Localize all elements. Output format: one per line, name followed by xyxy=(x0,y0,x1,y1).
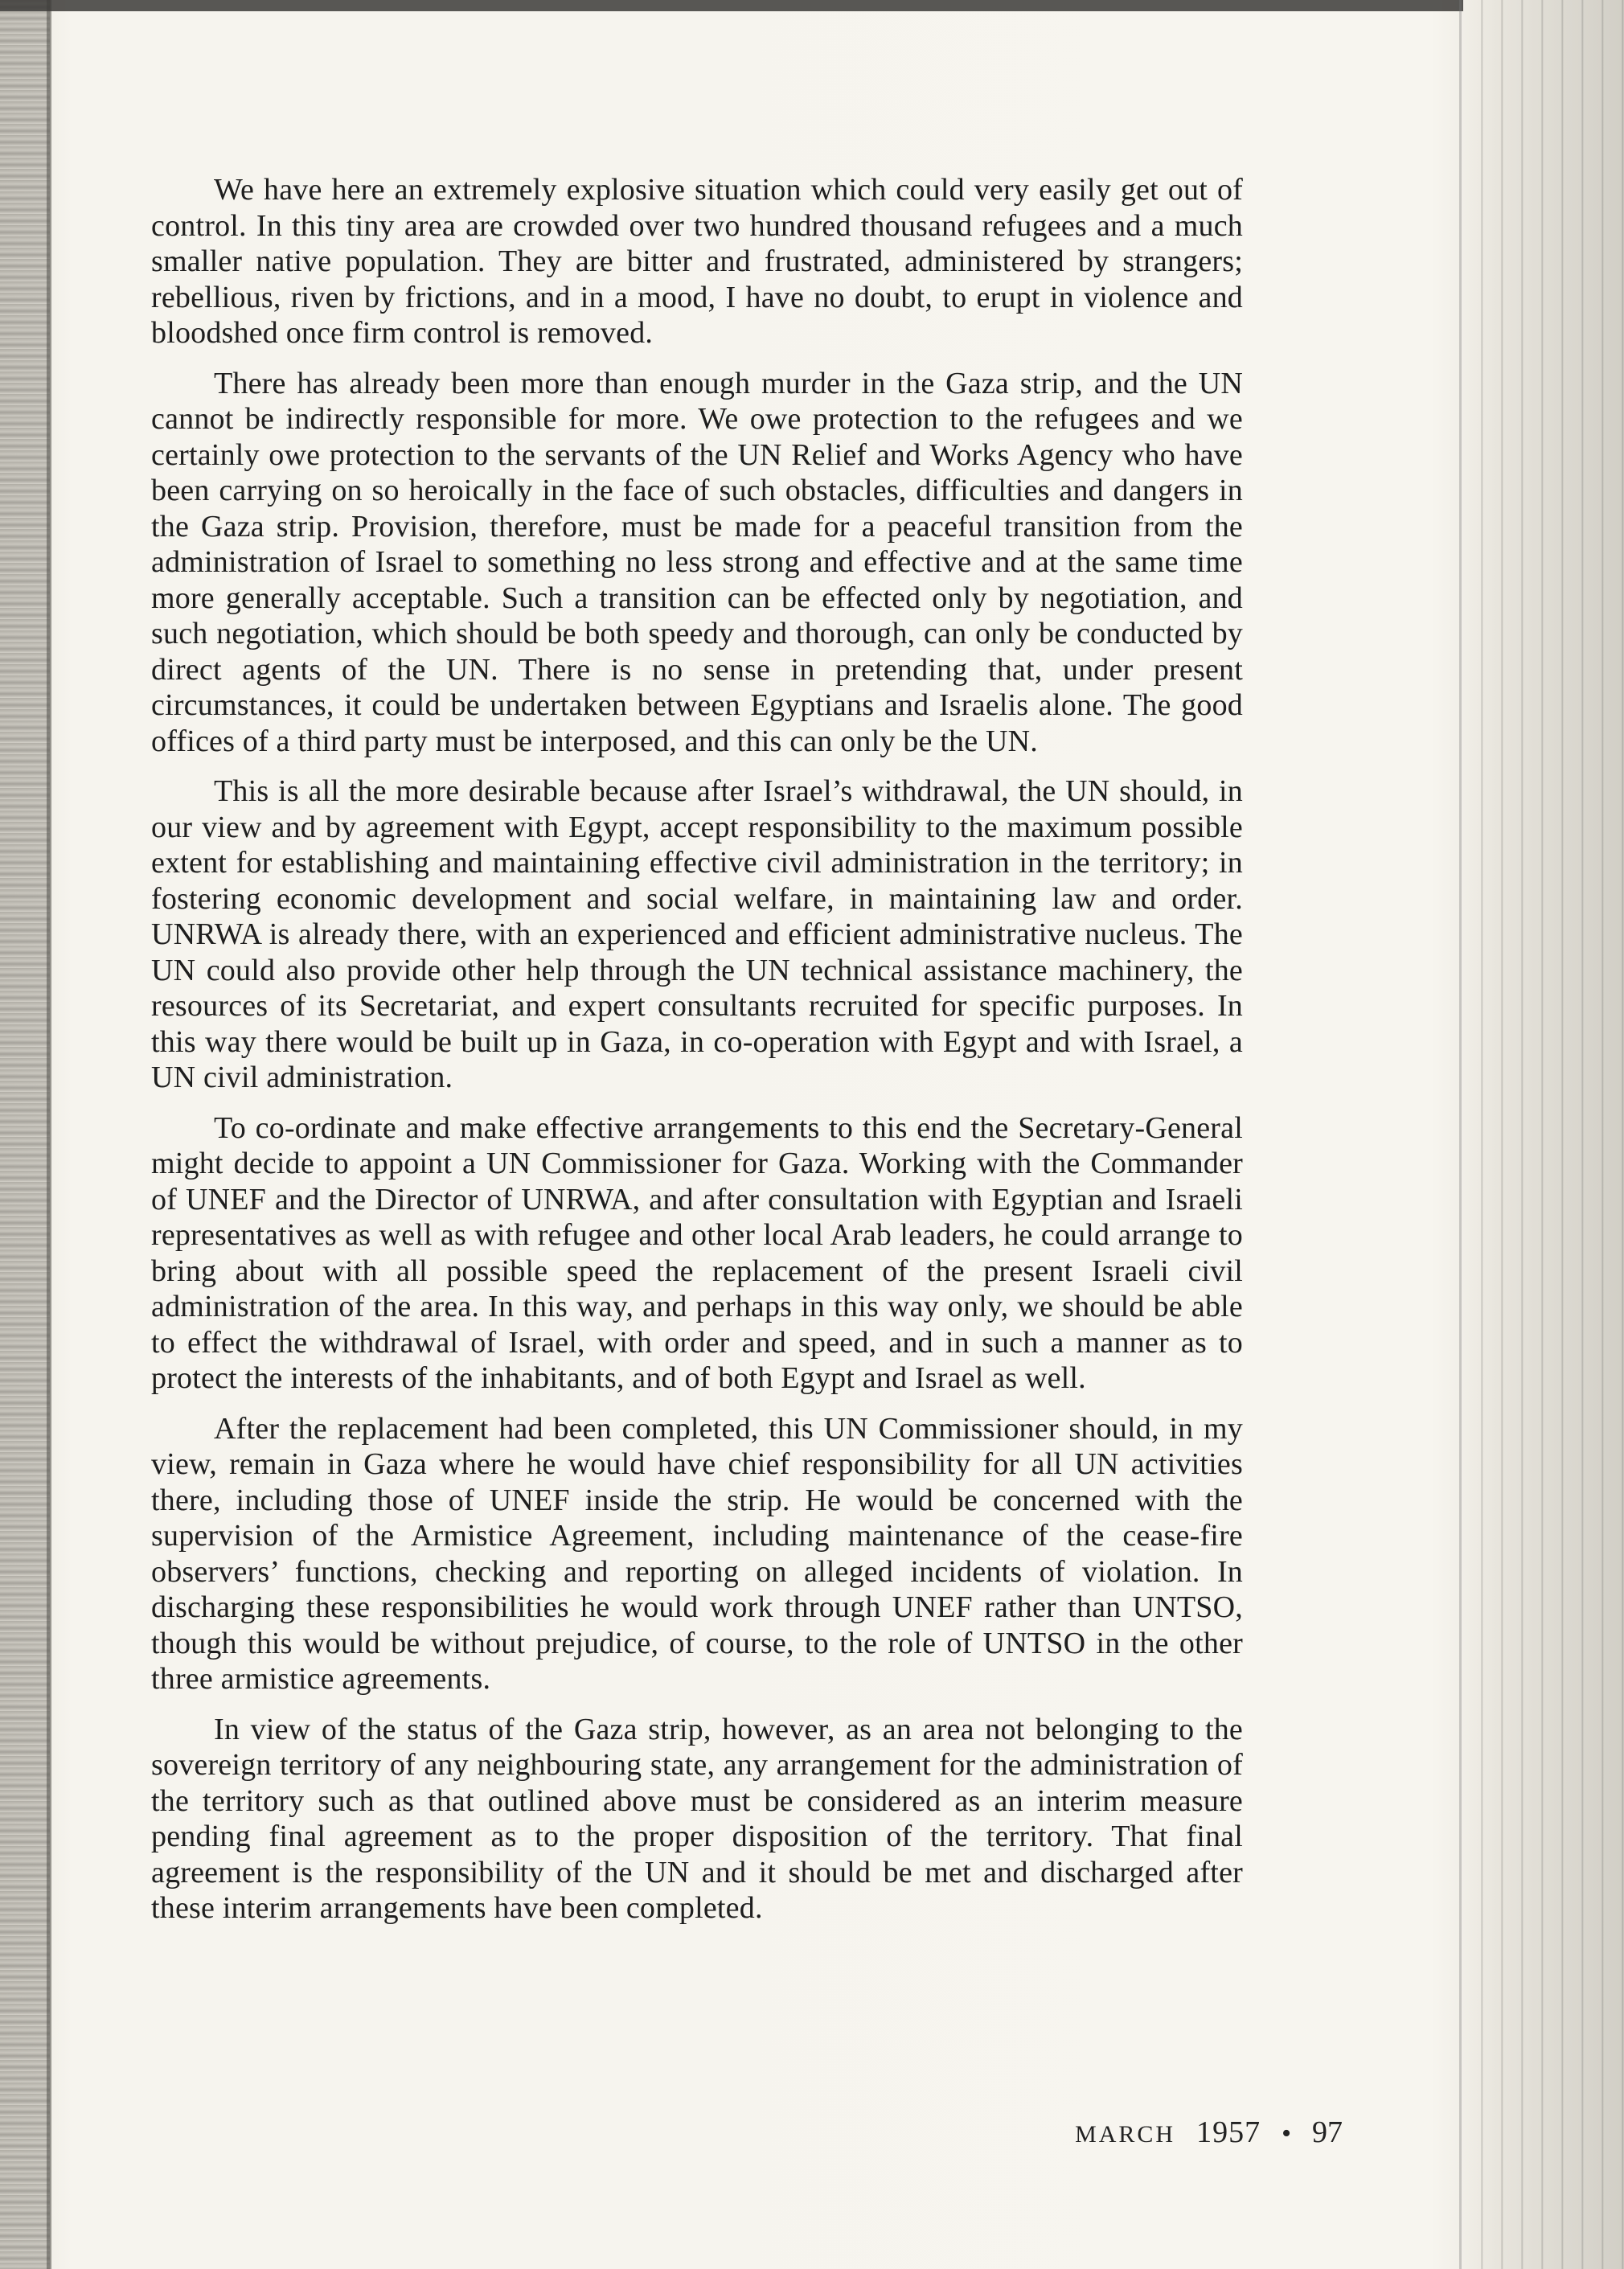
page-footer xyxy=(1005,2115,1343,2150)
article-body xyxy=(151,172,1243,1941)
paragraph-un-civil-administration: This is all the more desirable because after Israel’s withdrawal, the UN should, in our view and by agreement with Egypt, accept responsibility to the maximum possible extent for establishing and maintaining effective civil administration in the territory; in fostering economic development and social welfare, in maintaining law and order. UNRWA is already there, with an experienced and efficient administrative nucleus. The UN could also provide other help through the UN technical assistance machinery, the resources of its Secretariat, and expert consultants recruited for specific purposes. In this way there would be built up in Gaza, in co-operation with Egypt and with Israel, a UN civil administration. xyxy=(151,774,1243,1094)
right-page-edge xyxy=(1459,0,1462,2269)
issue-month: MARCH xyxy=(1075,2121,1176,2148)
paragraph-murder-in-gaza: There has already been more than enough murder in the Gaza strip, and the UN cannot be indirectly responsible for more. We owe protection to the refugees and we certainly owe protection to the servants of the UN Relief and Works Agency who have been carrying on so heroically in the face of such obstacles, difficulties and dangers in the Gaza strip. Provision, therefore, must be made for a peaceful transition from the administration of Israel to something no less strong and effective and at the same time more generally acceptable. Such a transition can be effected only by negotiation, and such negotiation, which should be both speedy and thorough, can only be conducted by direct agents of the UN. There is no sense in pretending that, under present circumstances, it could be undertaken between Egyptians and Israelis alone. The good offices of a third party must be interposed, and this can only be the UN. xyxy=(151,366,1243,758)
paragraph-un-commissioner: To co-ordinate and make effective arrangements to this end the Secretary-General might decide to appoint a UN Commissioner for Gaza. Working with the Commander of UNEF and the Director of UNRWA, and after consultation with Egyptian and Israeli representatives as well as with refugee and other local Arab leaders, he could arrange to bring about with all possible speed the replacement of the present Israeli civil administration of the area. In this way, and perhaps in this way only, we should be able to effect the withdrawal of Israel, with order and speed, and in such a manner as to protect the interests of the inhabitants, and of both Egypt and Israel as well. xyxy=(151,1110,1243,1395)
top-page-edge xyxy=(0,0,1463,11)
paragraph-after-replacement: After the replacement had been completed, this UN Commissioner should, in my view, remain in Gaza where he would have chief responsibility for all UN activities there, including those of UNEF inside the strip. He would be concerned with the supervision of the Armistice Agreement, including maintenance of the cease-fire observers’ functions, checking and reporting on alleged incidents of violation. In discharging these responsibilities he would work through UNEF rather than UNTSO, though this would be without prejudice, of course, to the role of UNTSO in the other three armistice agreements. xyxy=(151,1411,1243,1696)
right-binding-shadow xyxy=(1463,0,1624,2269)
paragraph-explosive-situation: We have here an extremely explosive situation which could very easily get out of control. In this tiny area are crowded over two hundred thousand refugees and a much smaller native population. They are bitter and frustrated, administered by strangers; rebellious, riven by frictions, and in a mood, I have no doubt, to erupt in violence and bloodshed once firm control is removed. xyxy=(151,173,1243,350)
page-number: 97 xyxy=(1312,2115,1343,2149)
left-binding-shadow xyxy=(0,0,50,2269)
footer-separator: • xyxy=(1282,2119,1291,2148)
left-binding-edge xyxy=(47,0,51,2269)
paragraph-status-of-gaza: In view of the status of the Gaza strip, however, as an area not belonging to the sovereign territory of any neighbouring state, any arrangement for the administration of the territory such as that outlined above must be considered as an interim measure pending final agreement as to the proper disposition of the territory. That final agreement is the responsibility of the UN and it should be met and discharged after these interim arrangements have been completed. xyxy=(151,1712,1243,1925)
issue-year: 1957 xyxy=(1196,2115,1261,2149)
